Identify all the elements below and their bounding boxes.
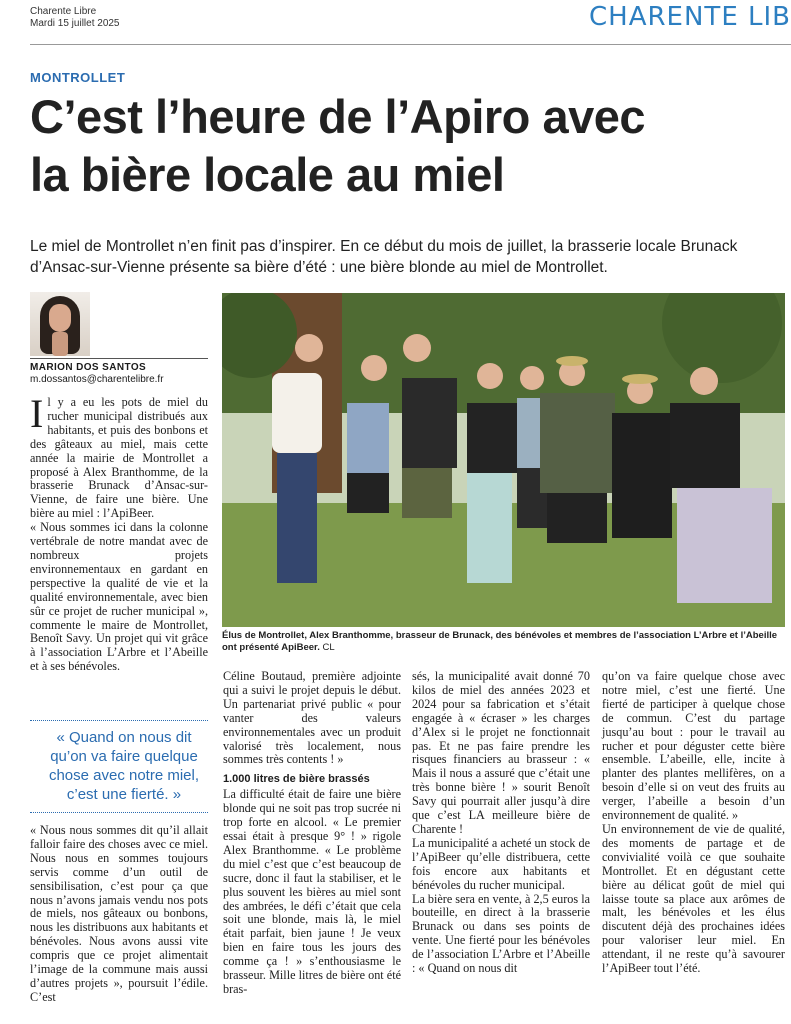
body-paragraph-7: La municipalité a acheté un stock de l’ApiBeer qu’elle distribuera, cette fois encore aux habitants et bénévoles du rucher municipal. xyxy=(412,835,590,892)
article-chapo: Le miel de Montrollet n’en finit pas d’inspirer. En ce début du mois de juillet, la brasserie locale Brunack d’Ansac-sur-Vienne présente sa bière d’été : une bière blonde au miel de Montrollet. xyxy=(30,238,738,276)
body-paragraph-9: qu’on va faire quelque chose avec notre miel, c’est une fierté. Une fierté de participer à quelque chose de commun. C’est du partage jusqu’au bout : pour le travail au rucher et pour déguster cette bière ensemble. L’abeille, elle, incite à planter des plantes mellifères, on a besoin d’elle si on veut des fruits au verger, l’abeille a besoin d’un environnement de qualité. » xyxy=(602,669,785,823)
body-paragraph-3: « Nous nous sommes dit qu’il allait falloir faire des choses avec ce miel. Nous nous en sommes toujours servis comme d’un outil de sensibilisation, c’est pour ça que nous n’avons jamais vendu nos pots de miels, nos gâteaux ou bonbons, nous les distribuons aux habitants et bénévoles. Nous avons aussi vite compris que ce projet alimentait l’image de la commune mais aussi d’autres projets », poursuit l’édile. C’est xyxy=(30,823,208,1004)
author-name: MARION DOS SANTOS xyxy=(30,362,147,373)
body-column-1 xyxy=(30,391,208,674)
body-paragraph-6: sés, la municipalité avait donné 70 kilos de miel des années 2023 et 2024 pour sa fabrication et s’était engagée à « écraser » les charges d’Alex si le projet ne fonctionnait pas. Et ne pas faire prendre les risques financiers au brasseur : « Mais il nous a assuré que c’était une très bonne bière ! » sourit Benoît Savy qui pourrait aller jusqu’à dire que c’est LA meilleure bière de Charente ! xyxy=(412,669,590,836)
paragraph-1-text: l y a eu les pots de miel du rucher municipal distribués aux habitants, et puis des bonbons et des gâteaux au miel, mais cette année la mairie de Montrollet a proposé à Alex Branthomme, de la brasserie Brunack d’Ansac-sur-Vienne, de faire une bière. Une bière au miel : l’ApiBeer. xyxy=(30,395,208,521)
photo-credit: CL xyxy=(322,642,335,653)
body-column-3 xyxy=(412,670,590,976)
article-photo xyxy=(222,293,785,627)
issue-date: Mardi 15 juillet 2025 xyxy=(30,18,120,29)
article-headline xyxy=(30,88,770,204)
body-column-2 xyxy=(223,670,401,997)
caption-text: Élus de Montrollet, Alex Branthomme, brasseur de Brunack, des bénévoles et membres de l’association L’Arbre et l’Abeille ont présenté ApiBeer. xyxy=(222,630,778,653)
group-photo-illustration xyxy=(222,293,785,627)
drop-cap: I xyxy=(30,391,44,436)
body-paragraph-2: « Nous sommes ici dans la colonne vertébrale de notre mandat avec de nombreux projets environnementaux en gardant en perspective la qualité de vie et la qualité environnementale, avec bien sûr ce projet de rucher municipal », commente le maire de Montrollet, Benoît Savy. Un projet qui vit grâce à l’association L’Arbre et l’Abeille et à ses bénévoles. xyxy=(30,520,208,674)
pullquote-rule-bottom xyxy=(30,812,208,813)
body-paragraph-1 xyxy=(30,391,208,521)
masthead-brand: CHARENTE LIB xyxy=(589,2,791,32)
body-paragraph-5: La difficulté était de faire une bière blonde qui ne soit pas trop sucrée ni trop forte en alcool. « Le premier essai était à presque 9° ! » rigole Alex Branthomme. « Le problème du miel c’est que c’est beaucoup de sucre, donc il faut la stabiliser, et le plus souvent les bières au miel sont des ambrées, le défi c’était que cela soit une blonde, mais là, le miel était parfait, bien jaune ! Je veux bien en faire tous les jours des comme ça ! » s’enthousiasme le brasseur. Mille litres de bière ont été bras- xyxy=(223,787,401,996)
body-paragraph-8: La bière sera en vente, à 2,5 euros la bouteille, en direct à la brasserie Brunack ou dans ses points de vente. Une fierté pour les bénévoles de l’association L’Arbre et l’Abeille : « Quand on nous dit xyxy=(412,891,590,976)
author-divider xyxy=(30,358,208,359)
body-column-1-continued xyxy=(30,824,208,1005)
body-column-4 xyxy=(602,670,785,976)
article-kicker: MONTROLLET xyxy=(30,70,126,85)
author-email: m.dossantos@charentelibre.fr xyxy=(30,374,164,385)
pullquote: « Quand on nous dit qu’on va faire quelque chose avec notre miel, c’est une fierté. » xyxy=(48,729,200,803)
author-avatar xyxy=(30,292,90,356)
headline-line-2: la bière locale au miel xyxy=(30,148,505,201)
masthead-rule xyxy=(30,44,791,45)
masthead-info xyxy=(30,6,120,30)
photo-caption xyxy=(222,630,785,654)
pullquote-rule-top xyxy=(30,720,208,721)
section-subhead: 1.000 litres de bière brassés xyxy=(223,773,370,786)
headline-line-1: C’est l’heure de l’Apiro avec xyxy=(30,90,645,143)
body-paragraph-4: Céline Boutaud, première adjointe qui a suivi le projet depuis le début. Un partenariat privé public « pour vanter des valeurs environnementales avec un produit valorisé très localement, nous sommes très contents ! » xyxy=(223,669,401,767)
body-paragraph-10: Un environnement de vie de qualité, des moments de partage et de convivialité voilà ce que souhaite Montrollet. Et en dégustant cette bière au délicat goût de miel qui laisse toute sa place aux arômes de malt, les bénévoles et les élus discutent déjà des prochaines idées pour valoriser leur miel. En attendant, il ne reste qu’à savourer l’ApiBeer tout l’été. xyxy=(602,821,785,976)
paper-name: Charente Libre xyxy=(30,6,97,17)
